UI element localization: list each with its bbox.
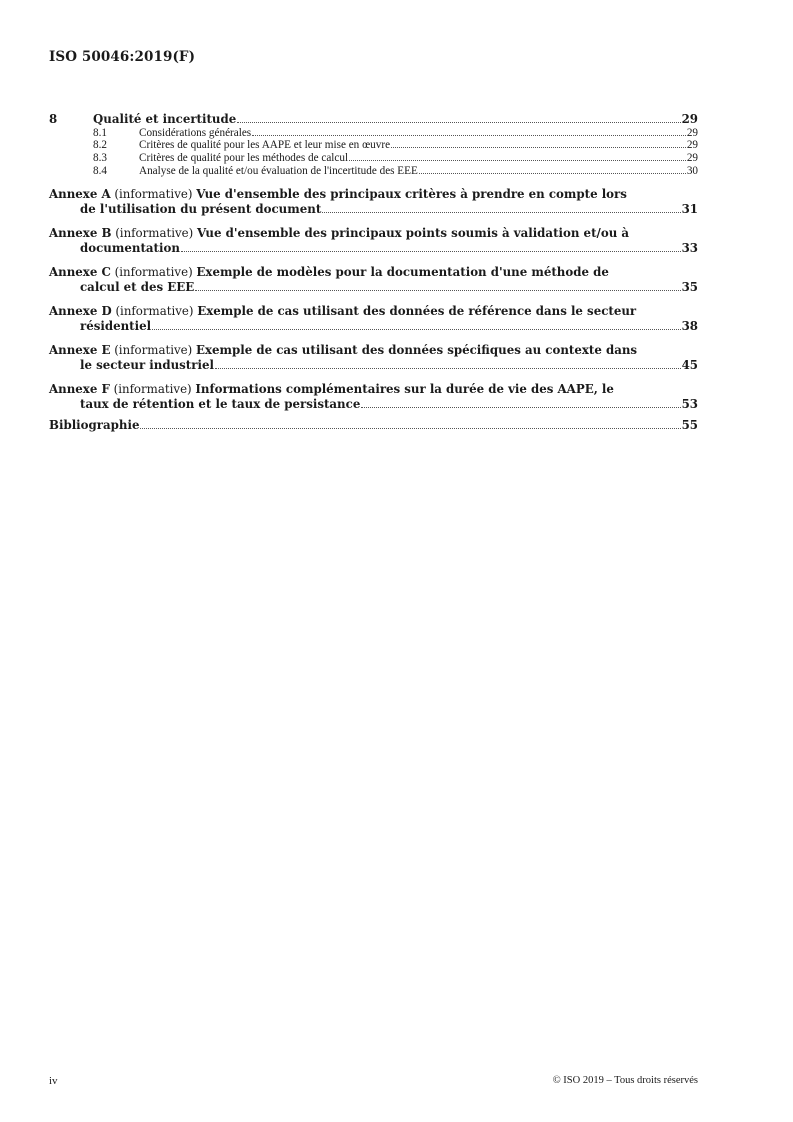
subclause-page: 29: [686, 152, 698, 165]
annex-title-continued: calcul et des EEE: [80, 279, 195, 294]
annex-page: 33: [681, 240, 698, 255]
page-number: iv: [49, 1075, 58, 1087]
annex-label: Annexe D: [49, 303, 112, 318]
annex-kind: (informative): [114, 264, 193, 279]
annex-kind: (informative): [113, 381, 192, 396]
subclause-number: 8.3: [93, 152, 107, 165]
toc-entry-annex-d[interactable]: [49, 304, 698, 334]
clause-page: 29: [681, 112, 698, 126]
toc-entry-8-2[interactable]: [49, 139, 698, 152]
subclause-page: 29: [686, 139, 698, 152]
toc-entry-bibliography[interactable]: [49, 418, 698, 433]
annex-kind: (informative): [115, 303, 194, 318]
annex-title: Vue d'ensemble des principaux points soumis à validation et/ou à: [197, 225, 630, 240]
subclause-number: 8.1: [93, 126, 107, 139]
bibliography-title: Bibliographie: [49, 417, 140, 432]
annex-page: 53: [681, 396, 698, 411]
annex-page: 45: [681, 357, 698, 372]
annex-label: Annexe A: [49, 186, 111, 201]
dot-leader: [419, 173, 686, 174]
annex-kind: (informative): [114, 342, 193, 357]
dot-leader: [140, 428, 680, 429]
bibliography-page: 55: [681, 417, 698, 432]
subclause-title: Analyse de la qualité et/ou évaluation de l'incertitude des EEE: [139, 164, 418, 177]
clause-number: 8: [49, 112, 58, 126]
copyright-notice: © ISO 2019 – Tous droits réservés: [552, 1075, 698, 1086]
toc-entry-8-4[interactable]: [49, 165, 698, 178]
annex-label: Annexe E: [49, 342, 111, 357]
annex-label: Annexe C: [49, 264, 111, 279]
annex-title: Exemple de modèles pour la documentation d'une méthode de: [196, 264, 609, 279]
dot-leader: [322, 212, 680, 213]
toc-entry-annex-f[interactable]: [49, 382, 698, 412]
toc-entry-annex-e[interactable]: [49, 343, 698, 373]
subclause-title: Critères de qualité pour les AAPE et leur mise en œuvre: [139, 139, 391, 152]
dot-leader: [195, 290, 680, 291]
clause-title: Qualité et incertitude: [93, 112, 237, 126]
annex-title-continued: le secteur industriel: [80, 357, 214, 372]
dot-leader: [361, 407, 680, 408]
toc-entry-clause-8[interactable]: [49, 112, 698, 127]
annex-title: Vue d'ensemble des principaux critères à prendre en compte lors: [196, 186, 627, 201]
dot-leader: [349, 160, 686, 161]
annex-kind: (informative): [114, 186, 193, 201]
dot-leader: [215, 368, 681, 369]
toc-entry-8-1[interactable]: [49, 127, 698, 140]
subclause-title: Considérations générales: [139, 126, 252, 139]
annex-kind: (informative): [115, 225, 194, 240]
annex-label: Annexe B: [49, 225, 112, 240]
toc-entry-8-3[interactable]: [49, 152, 698, 165]
subclause-title: Critères de qualité pour les méthodes de calcul: [139, 152, 349, 165]
toc-entry-annex-c[interactable]: [49, 265, 698, 295]
annex-title-continued: documentation: [80, 240, 180, 255]
subclause-number: 8.4: [93, 164, 107, 177]
annex-page: 31: [681, 201, 698, 216]
annex-title: Exemple de cas utilisant des données de référence dans le secteur: [197, 303, 637, 318]
annex-title: Informations complémentaires sur la durée de vie des AAPE, le: [195, 381, 614, 396]
subclause-page: 30: [686, 164, 698, 177]
dot-leader: [391, 147, 686, 148]
annex-page: 35: [681, 279, 698, 294]
dot-leader: [237, 122, 680, 123]
table-of-contents: [49, 112, 698, 433]
dot-leader: [181, 251, 681, 252]
subclause-page: 29: [686, 126, 698, 139]
annex-title-continued: résidentiel: [80, 318, 152, 333]
dot-leader: [152, 329, 680, 330]
toc-entry-annex-b[interactable]: [49, 226, 698, 256]
subclause-number: 8.2: [93, 139, 107, 152]
annex-title: Exemple de cas utilisant des données spécifiques au contexte dans: [196, 342, 638, 357]
dot-leader: [252, 135, 686, 136]
annex-page: 38: [681, 318, 698, 333]
annex-title-continued: taux de rétention et le taux de persistance: [80, 396, 361, 411]
annex-label: Annexe F: [49, 381, 110, 396]
document-id: ISO 50046:2019(F): [49, 49, 196, 65]
toc-entry-annex-a[interactable]: [49, 187, 698, 217]
annex-title-continued: de l'utilisation du présent document: [80, 201, 322, 216]
